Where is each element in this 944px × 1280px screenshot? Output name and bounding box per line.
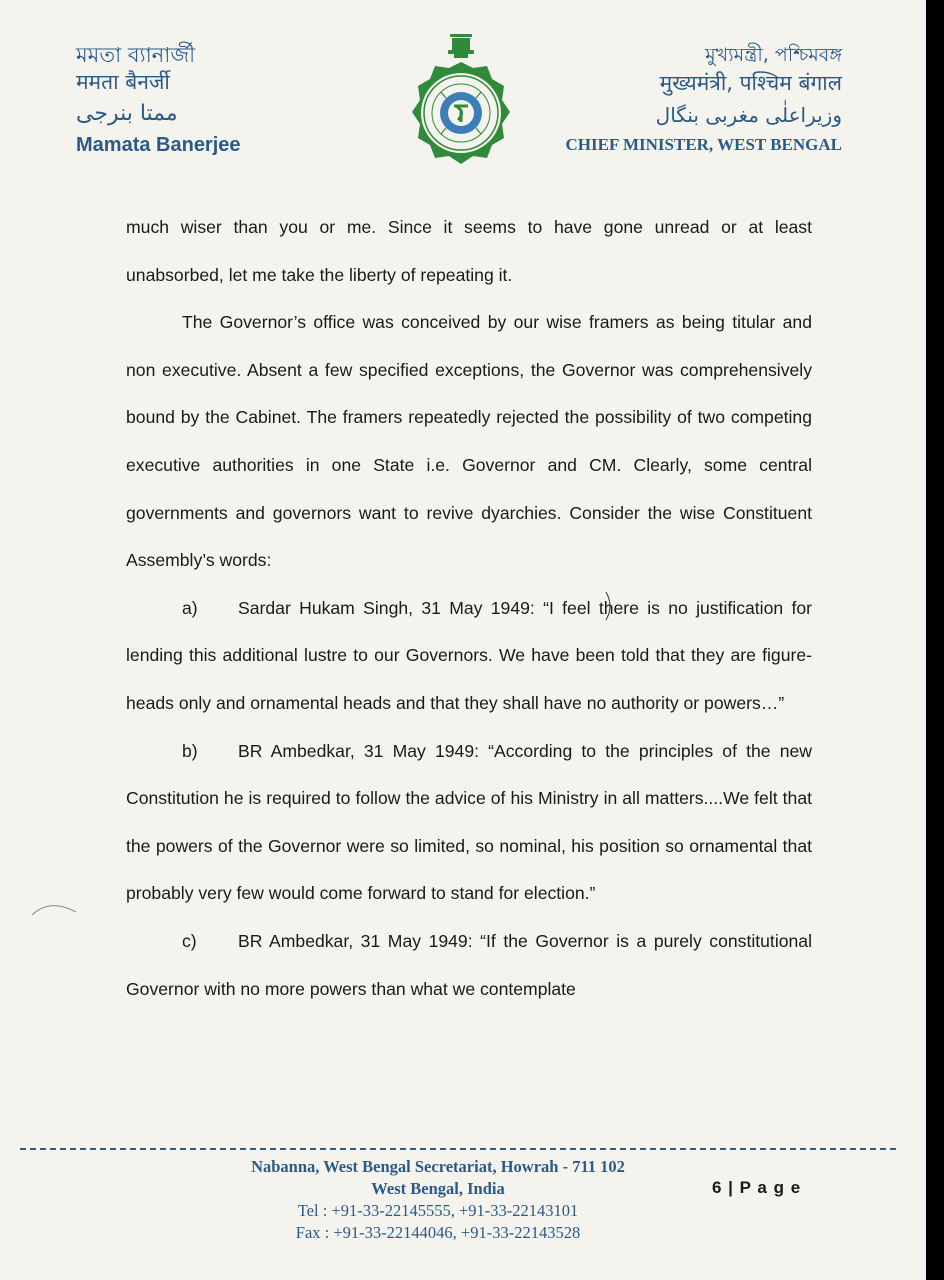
address-line-2: West Bengal, India bbox=[371, 1179, 505, 1198]
quote-b bbox=[126, 728, 812, 918]
pen-annotation-mark bbox=[600, 590, 620, 630]
quote-text-a: Sardar Hukam Singh, 31 May 1949: “I feel there is no justification for lending this additional lustre to our Governors. We have been told that they are figure-heads only and ornamental heads and that they shall have no authority or powers…” bbox=[126, 597, 812, 713]
name-hindi: ममता बैनर्जी bbox=[76, 70, 170, 94]
quote-label-a: a) bbox=[182, 597, 198, 618]
name-bengali: মমতা ব্যানার্জী bbox=[76, 43, 196, 67]
title-english: CHIEF MINISTER, WEST BENGAL bbox=[565, 135, 842, 154]
title-hindi: मुख्यमंत्री, पश्चिम बंगाल bbox=[659, 71, 842, 95]
quote-text-b: BR Ambedkar, 31 May 1949: “According to the principles of the new Constitution he is required to follow the advice of his Ministry in all matters....We felt that the powers of the Governor were so limited, so nominal, his position so ornamental that probably very few would come forward to stand for election.” bbox=[126, 740, 812, 904]
quote-label-b: b) bbox=[182, 740, 198, 761]
address-line-1: Nabanna, West Bengal Secretariat, Howrah - 711 102 bbox=[251, 1157, 625, 1176]
letterhead-left bbox=[76, 42, 336, 157]
name-urdu: ممتا بنرجی bbox=[76, 101, 178, 126]
lion-capital-icon bbox=[448, 34, 474, 58]
title-urdu: وزیراعلٰی مغربی بنگال bbox=[655, 103, 842, 127]
quote-a bbox=[126, 585, 812, 728]
footer-divider bbox=[20, 1148, 896, 1150]
quote-label-c: c) bbox=[182, 930, 197, 951]
quote-c bbox=[126, 918, 812, 1013]
fax-line: Fax : +91-33-22144046, +91-33-22143528 bbox=[295, 1223, 581, 1242]
page-number: 6 | P a g e bbox=[712, 1178, 802, 1197]
letterhead-right bbox=[522, 42, 842, 155]
paragraph-governor-office: The Governor’s office was conceived by our wise framers as being titular and non executive. Absent a few specified exceptions, the Governor was comprehensively bound by the Cabinet. The framers repeatedly rejected the possibility of two competing executive authorities in one State i.e. Governor and CM. Clearly, some central governments and governors want to revive dyarchies. Consider the wise Constituent Assembly’s words: bbox=[126, 312, 812, 571]
footer-address bbox=[188, 1156, 688, 1244]
state-seal-icon bbox=[412, 62, 510, 164]
pen-stroke-mark bbox=[30, 890, 80, 920]
title-bengali: মুখ্যমন্ত্রী, পশ্চিমবঙ্গ bbox=[705, 44, 842, 66]
government-emblem bbox=[396, 32, 526, 182]
paragraph-continuation: much wiser than you or me. Since it seems to have gone unread or at least unabsorbed, let me take the liberty of repeating it. bbox=[126, 217, 812, 285]
quote-text-c: BR Ambedkar, 31 May 1949: “If the Governor is a purely constitutional Governor with no more powers than what we contemplate bbox=[126, 930, 812, 999]
name-english: Mamata Banerjee bbox=[76, 134, 241, 156]
letter-body bbox=[126, 204, 812, 1013]
telephone-line: Tel : +91-33-22145555, +91-33-22143101 bbox=[297, 1201, 579, 1220]
